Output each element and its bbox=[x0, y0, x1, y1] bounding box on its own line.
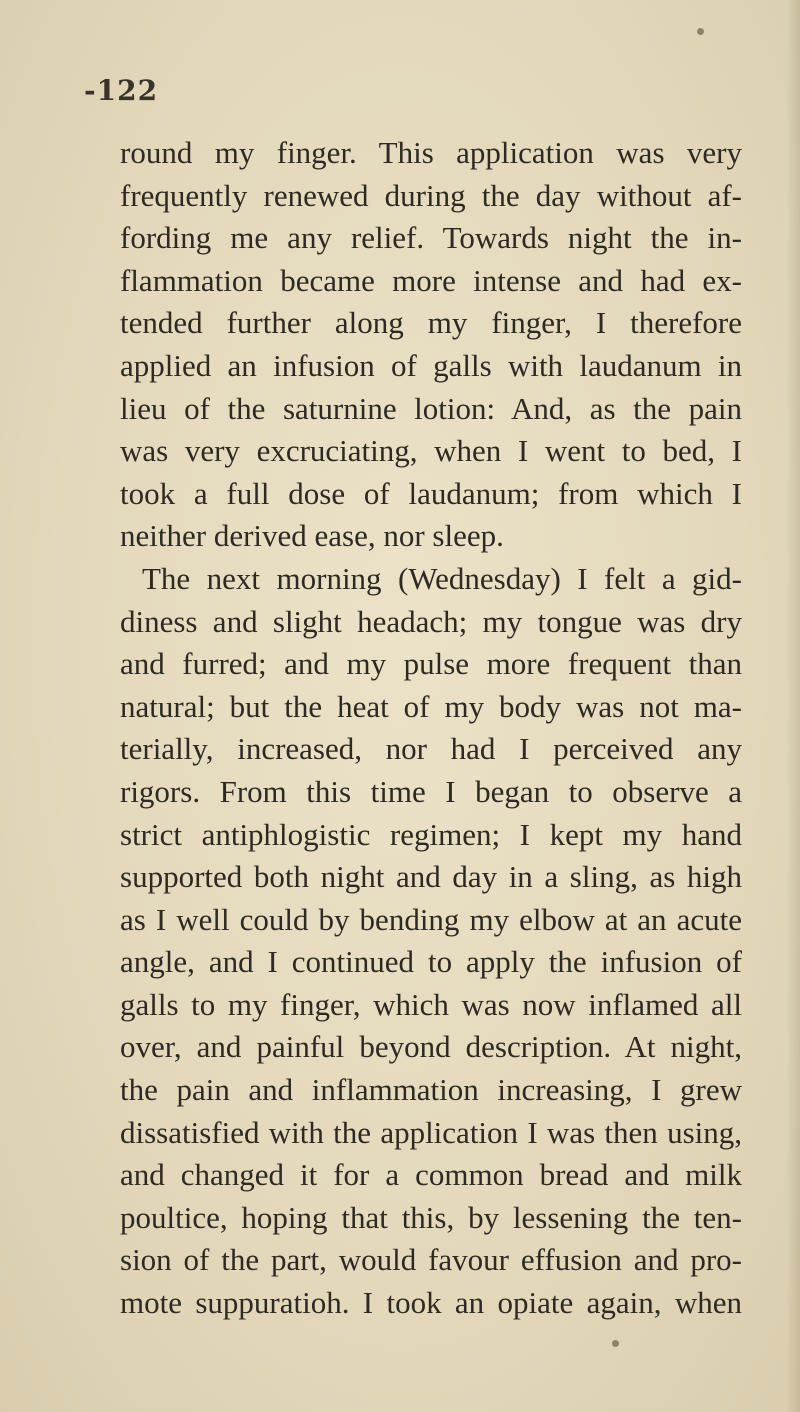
text-line: round my finger. This application was very bbox=[120, 135, 742, 170]
text-line: neither derived ease, nor sleep. bbox=[120, 518, 504, 554]
page-edge-shadow bbox=[786, 0, 800, 1412]
text-line: and changed it for a common bread and milk bbox=[120, 1157, 742, 1193]
body-text bbox=[120, 132, 742, 1325]
page-number: -122 bbox=[84, 74, 159, 107]
text-line: poultice, hoping that this, by lessening the ten- bbox=[120, 1199, 742, 1235]
text-line: galls to my finger, which was now inflamed all bbox=[120, 986, 742, 1022]
text-line: over, and painful beyond description. At night, bbox=[120, 1029, 742, 1065]
text-line: supported both night and day in a sling, as high bbox=[120, 859, 742, 895]
text-line: tended further along my finger, I therefore bbox=[120, 305, 742, 341]
text-line: diness and slight headach; my tongue was dry bbox=[120, 603, 742, 639]
text-line: sion of the part, would favour effusion and pro- bbox=[120, 1242, 742, 1278]
text-line: fording me any relief. Towards night the in- bbox=[120, 220, 742, 256]
text-line: The next morning (Wednesday) I felt a gid- bbox=[142, 560, 742, 596]
ink-speck bbox=[612, 1340, 619, 1347]
text-line: the pain and inflammation increasing, I grew bbox=[120, 1072, 742, 1108]
text-line: natural; but the heat of my body was not ma- bbox=[120, 688, 742, 724]
text-line: was very excruciating, when I went to bed, I bbox=[120, 433, 742, 469]
text-line: rigors. From this time I began to observe a bbox=[120, 773, 742, 809]
text-line: dissatisfied with the application I was then using, bbox=[120, 1114, 742, 1150]
text-line: angle, and I continued to apply the infusion of bbox=[120, 944, 742, 980]
text-line: took a full dose of laudanum; from which I bbox=[120, 475, 742, 511]
text-line: flammation became more intense and had ex- bbox=[120, 262, 742, 298]
text-line: frequently renewed during the day without af- bbox=[120, 177, 742, 213]
text-line: mote suppuratioh. I took an opiate again, when bbox=[120, 1285, 742, 1321]
ink-speck bbox=[697, 28, 704, 35]
text-line: strict antiphlogistic regimen; I kept my hand bbox=[120, 816, 742, 852]
text-line: lieu of the saturnine lotion: And, as the pain bbox=[120, 390, 742, 426]
text-line: and furred; and my pulse more frequent than bbox=[120, 646, 742, 682]
text-line: terially, increased, nor had I perceived any bbox=[120, 731, 742, 767]
text-line: applied an infusion of galls with laudanum in bbox=[120, 347, 742, 383]
text-line: as I well could by bending my elbow at an acute bbox=[120, 901, 742, 937]
